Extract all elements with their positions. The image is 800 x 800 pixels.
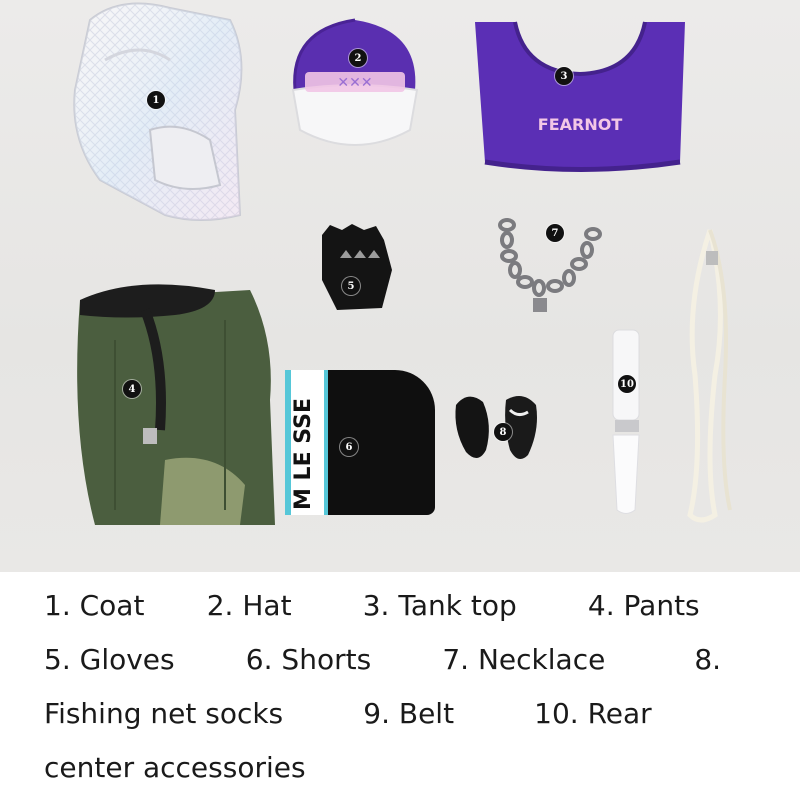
badge-5: 5 <box>342 277 360 295</box>
pants-item <box>65 280 285 530</box>
hat-item <box>285 10 425 160</box>
badge-2: 2 <box>349 49 367 67</box>
item-legend <box>0 572 800 800</box>
badge-10: 10 <box>618 375 636 393</box>
badge-4: 4 <box>123 380 141 398</box>
badge-7: 7 <box>546 224 564 242</box>
legend-line: center accessories <box>44 751 306 784</box>
legend-line: 5. Gloves 6. Shorts 7. Necklace 8. <box>44 643 722 676</box>
rear-center-accessories-item <box>605 325 650 520</box>
coat-item <box>60 0 260 230</box>
hat-print: ✕✕✕ <box>337 75 373 91</box>
badge-1: 1 <box>147 91 165 109</box>
badge-8: 8 <box>494 423 512 441</box>
belt-item <box>680 225 750 530</box>
legend-line: Fishing net socks 9. Belt 10. Rear <box>44 697 652 730</box>
badge-6: 6 <box>340 438 358 456</box>
tank-top-item <box>455 12 705 177</box>
shorts-band-text: M LE SSE <box>291 398 316 510</box>
legend-line: 1. Coat 2. Hat 3. Tank top 4. Pants <box>44 589 700 622</box>
gloves-item <box>312 220 402 315</box>
tank-print: FEARNOT <box>537 115 623 134</box>
shorts-item <box>285 370 435 515</box>
badge-3: 3 <box>555 67 573 85</box>
